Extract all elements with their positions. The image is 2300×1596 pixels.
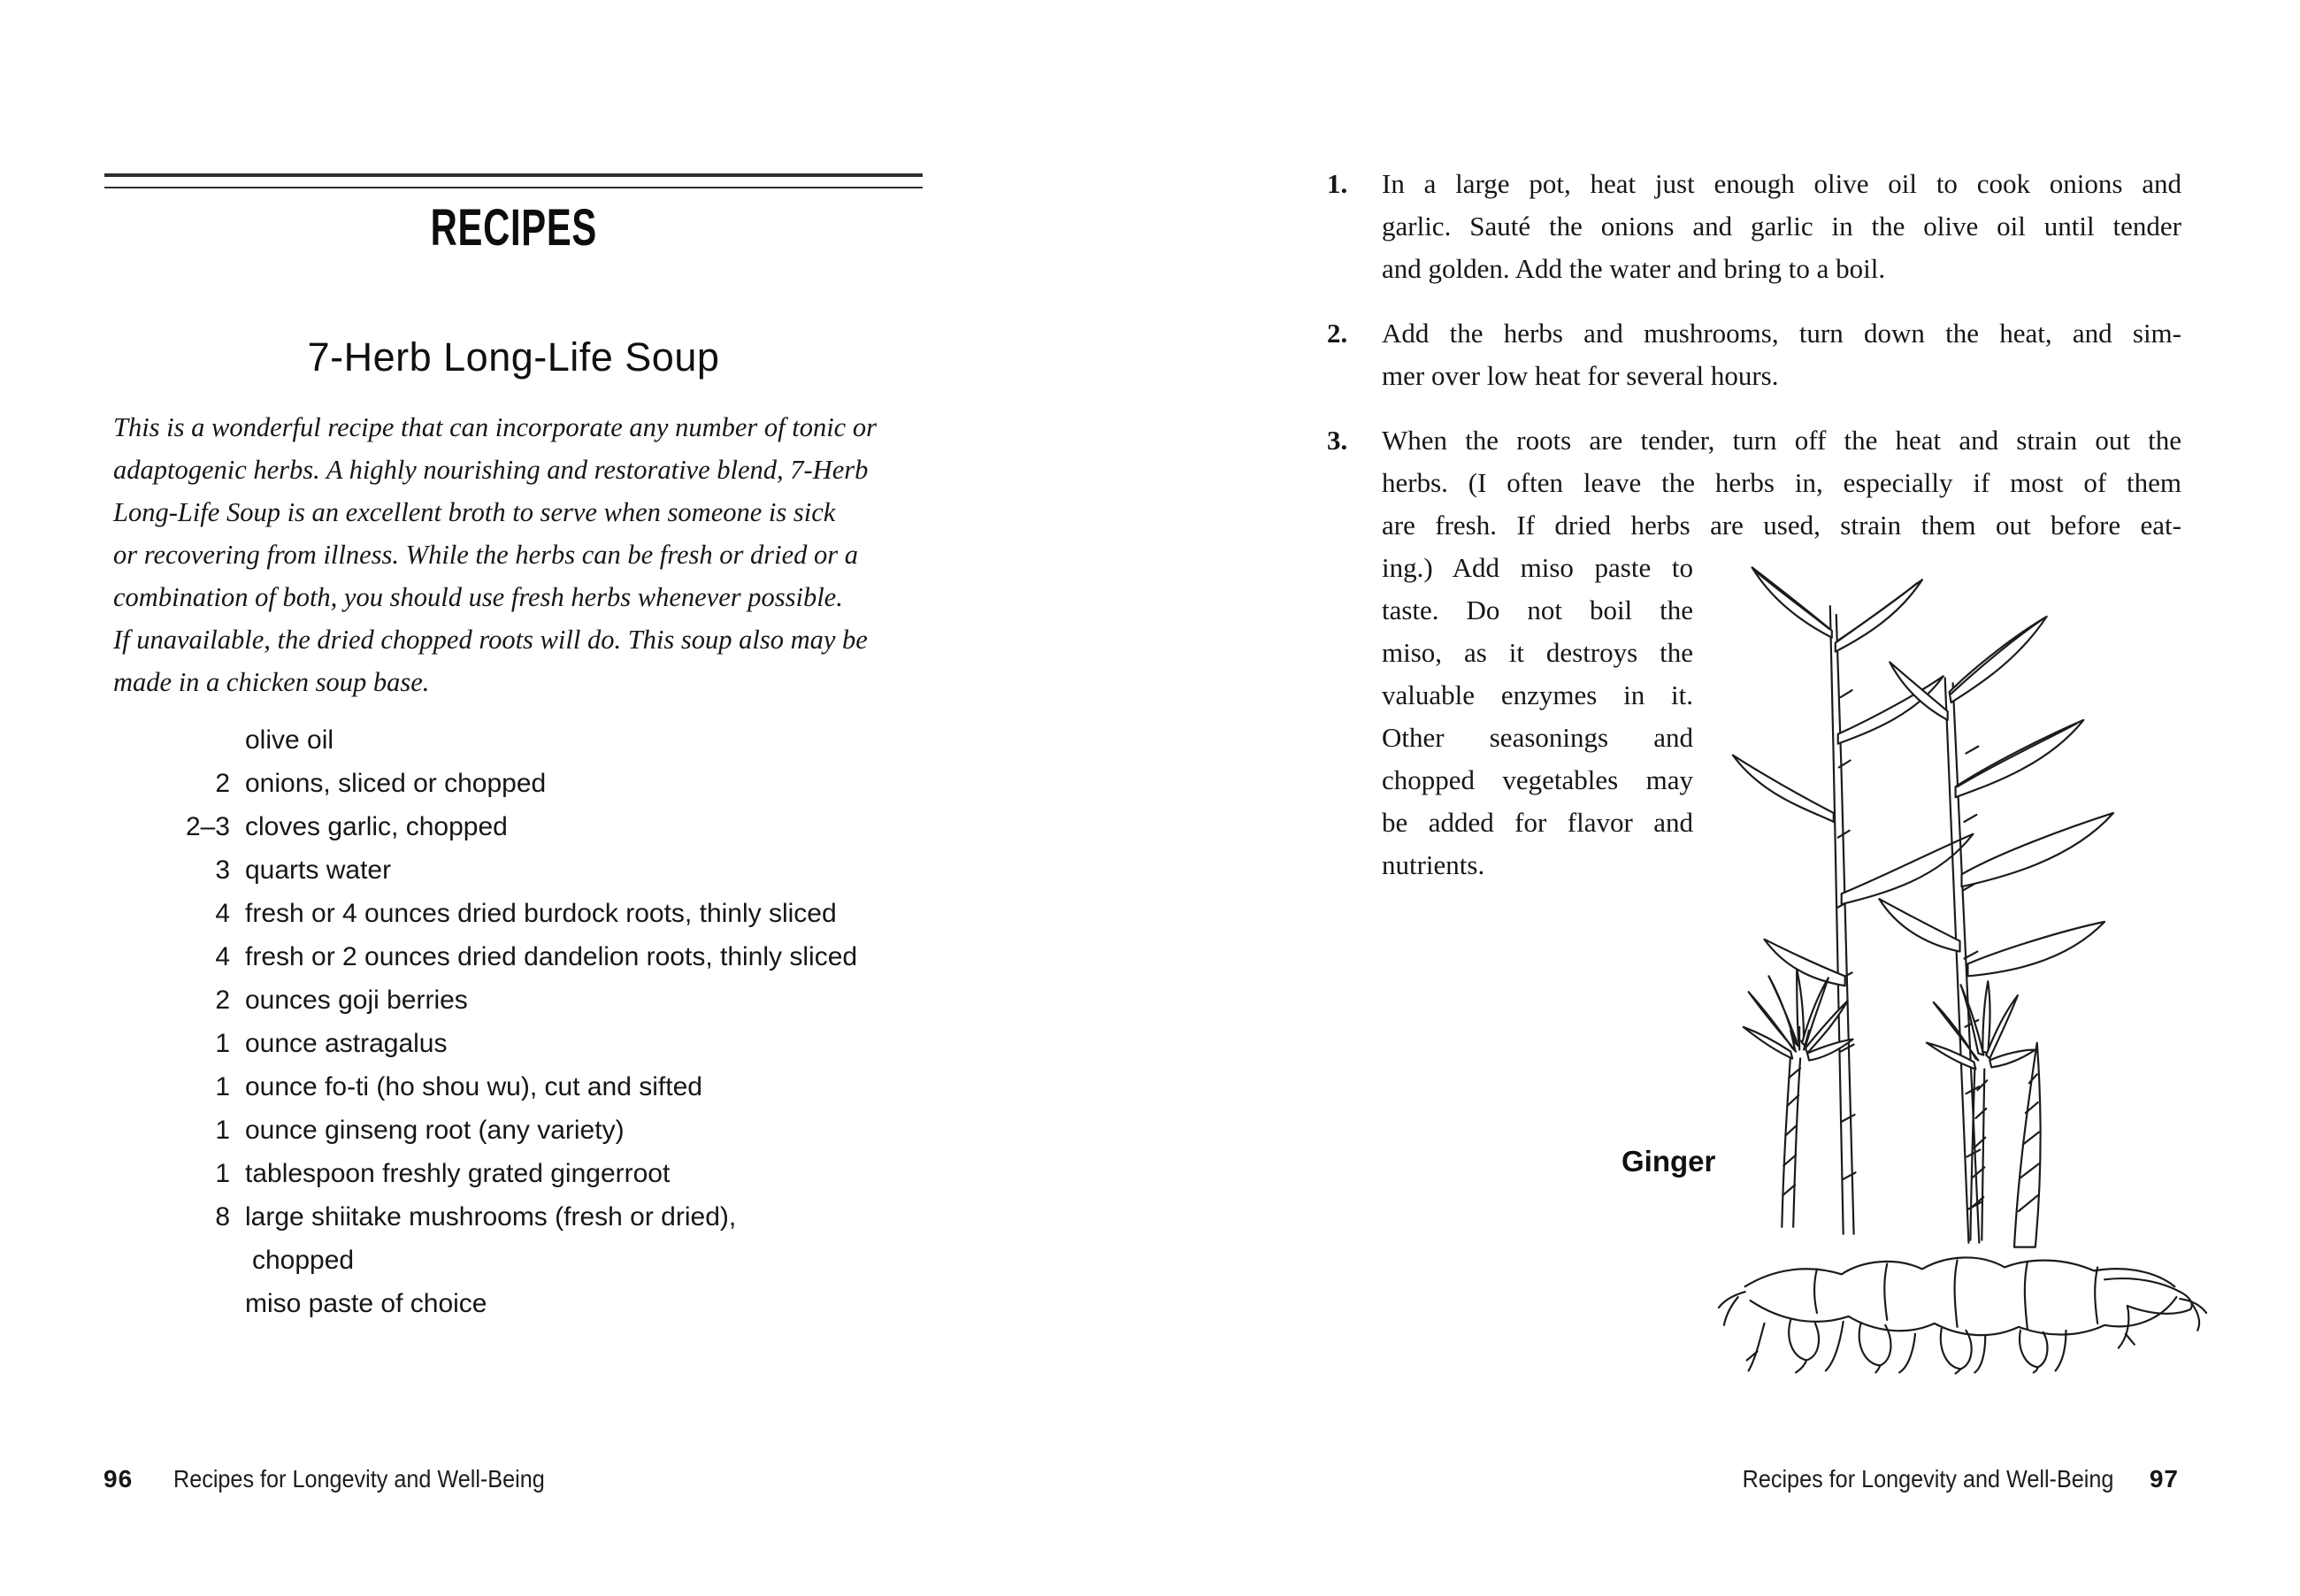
ingredient-item: tablespoon freshly grated gingerroot [245,1159,671,1188]
intro-line: Long-Life Soup is an excellent broth to serve when someone is sick [113,497,836,527]
ingredient-item: onions, sliced or chopped [245,769,547,798]
page-number: 97 [2149,1465,2179,1492]
ingredient-item: ounce fo-ti (ho shou wu), cut and sifted [245,1072,702,1101]
ingredient-row [104,1152,794,1195]
ingredient-qty [104,718,230,762]
step-line: mer over low heat for several hours. [1382,360,1779,391]
step-number: 3. [1327,425,1348,456]
intro-line: made in a chicken soup base. [113,667,430,697]
ingredient-qty: 1 [215,1072,230,1101]
step-line: garlic. Sauté the onions and garlic in the olive oil until tender [1382,211,2181,242]
ingredient-row [104,805,794,848]
step-line: taste. Do not boil the [1382,595,1693,625]
ingredient-item: ounce ginseng root (any variety) [245,1116,625,1145]
ingredient-qty: 3 [215,856,230,885]
ingredient-row [104,762,794,805]
step-1 [1327,163,2181,290]
intro-line: If unavailable, the dried chopped roots will do. This soup also may be [113,625,868,655]
step-text [1382,163,2181,290]
ingredient-item: quarts water [245,856,392,885]
ingredient-row [104,1109,794,1152]
step-line: are fresh. If dried herbs are used, strain them out before eat- [1382,510,2181,541]
intro-line: combination of both, you should use fresh herbs whenever possible. [113,582,843,612]
step-number: 1. [1327,168,1348,199]
ingredient-qty: 4 [215,899,230,928]
step-text [1382,312,2181,397]
ingredient-row [104,1065,794,1109]
step-line: Add the herbs and mushrooms, turn down the heat, and sim- [1382,318,2181,349]
ingredient-qty: 1 [215,1029,230,1058]
step-line: ing.) Add miso paste to [1382,552,1693,583]
step-2 [1327,312,2181,397]
ingredient-row [104,935,858,978]
section-header [104,199,923,257]
ingredient-qty: 1 [215,1116,230,1145]
ingredient-item: ounce astragalus [245,1029,448,1058]
ingredient-list [104,718,858,1325]
section-header-text: RECIPES [430,199,597,257]
ingredient-row [104,978,794,1022]
ingredient-row [104,1022,794,1065]
step-line: Other seasonings and [1382,722,1693,753]
ingredient-qty: 2–3 [185,812,230,841]
ingredient-qty: 1 [215,1159,230,1188]
ingredient-qty: 4 [215,942,230,971]
step-line: nutrients. [1382,849,1485,880]
step-line: and golden. Add the water and bring to a boil. [1382,253,1886,284]
ingredient-item: chopped [252,1246,355,1275]
ingredient-row-continuation [104,1239,794,1282]
ingredient-row [104,1282,794,1325]
ingredient-qty [104,1239,230,1282]
page-number: 96 [104,1465,134,1492]
ingredient-item: large shiitake mushrooms (fresh or dried), [245,1202,737,1232]
step-line: When the roots are tender, turn off the heat and strain out the [1382,425,2181,456]
ingredient-qty: 8 [215,1202,230,1232]
ingredient-qty [104,1282,230,1325]
recipe-title: 7-Herb Long-Life Soup [307,334,720,380]
running-book-title: Recipes for Longevity and Well-Being [173,1465,545,1492]
intro-line: adaptogenic herbs. A highly nourishing and restorative blend, 7-Herb [113,455,869,485]
ingredient-item: ounces goji berries [245,986,468,1015]
ingredient-item: fresh or 4 ounces dried burdock roots, thinly sliced [245,899,837,928]
running-book-title: Recipes for Longevity and Well-Being [1743,1465,2114,1492]
ingredient-qty: 2 [215,986,230,1015]
step-line: chopped vegetables may [1382,764,1693,795]
left-page-footer [104,1465,586,1493]
ingredient-item: olive oil [245,725,334,755]
step-line: valuable enzymes in it. [1382,679,1693,710]
intro-line: or recovering from illness. While the herbs can be fresh or dried or a [113,540,859,570]
ingredient-item: fresh or 2 ounces dried dandelion roots, thinly sliced [245,942,858,971]
step-line: In a large pot, heat just enough olive oil to cook onions and [1382,168,2181,199]
ginger-plant-illustration [1712,541,2212,1377]
ingredient-item: cloves garlic, chopped [245,812,508,841]
ingredient-row [104,892,837,935]
step-line: miso, as it destroys the [1382,637,1693,668]
step-line: herbs. (I often leave the herbs in, especially if most of them [1382,467,2181,498]
ingredient-qty: 2 [215,769,230,798]
illustration-caption: Ginger [1622,1145,1716,1178]
right-page-footer [1701,1465,2179,1493]
ingredient-row [104,1195,794,1239]
double-rule [104,173,923,188]
ingredient-row [104,718,794,762]
intro-line: This is a wonderful recipe that can incorporate any number of tonic or [113,412,877,442]
recipe-intro [113,406,877,703]
step-line: be added for flavor and [1382,807,1693,838]
step-number: 2. [1327,318,1348,349]
ingredient-item: miso paste of choice [245,1289,487,1318]
ingredient-row [104,848,794,892]
step-text-wrapped-column [1382,547,1693,886]
